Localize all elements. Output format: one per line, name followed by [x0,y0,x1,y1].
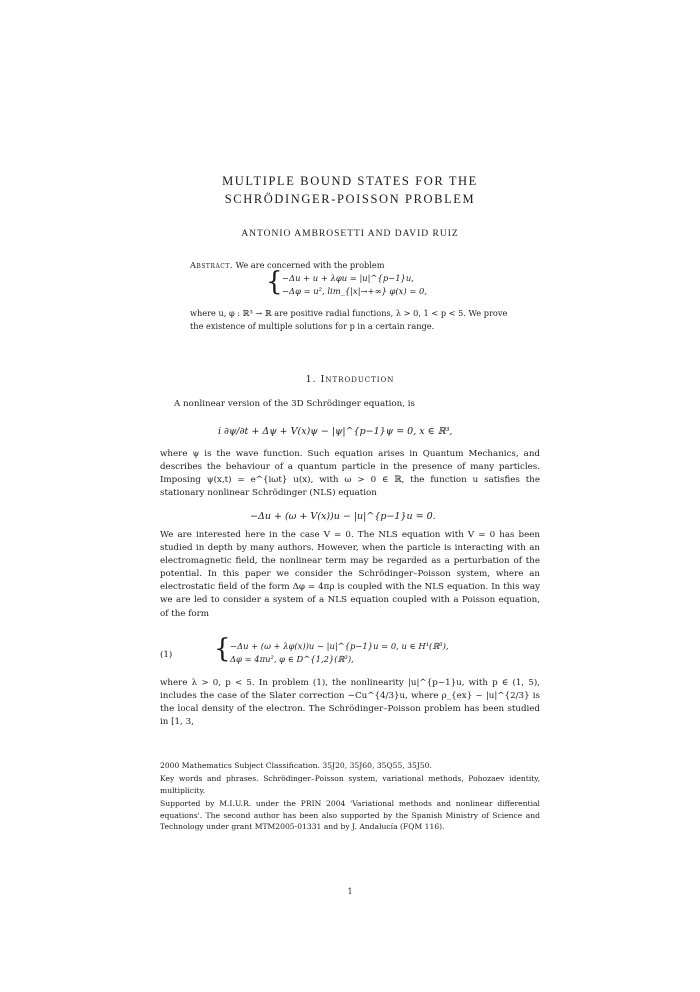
equation-nls-stationary: −Δu + (ω + V(x))u − |u|^{p−1}u = 0. [250,511,436,522]
abstract-intro [190,259,520,272]
intro-paragraph-2: where ψ is the wave function. Such equation arises in Quantum Mechanics, and describes the behaviour of a quantum particle in the presence of many particles. Imposing ψ(x,t) = e^{iωt} u(x), with ω > 0 ∈ ℝ, the function u satisfies the stationary nonlinear Schrödinger (NLS) equation [160,449,540,499]
abstract-text-1: We are concerned with the problem [235,260,385,270]
system-1-line-1: −Δu + (ω + λφ(x))u − |u|^{p−1}u = 0, u ∈ H¹(ℝ³), [230,641,449,651]
intro-paragraph-3: We are interested here in the case V = 0. The NLS equation with V = 0 has been studied in depth by many authors. However, when the particle is interacting with an electromagnetic field, the nonlinear term may be regarded as a perturbation of the potential. In this paper we consider the Schrödinger–Poisson system, where an electrostatic field of the form Δφ = 4πρ is coupled with the NLS equation. In this way we are led to consider a system of a NLS equation coupled with a Poisson equation, of the form [160,530,540,619]
abstract-system-brace: { [266,267,283,297]
equation-nls-time: i ∂ψ/∂t + Δψ + V(x)ψ − |ψ|^{p−1}ψ = 0, x ∈ ℝ³, [218,426,453,437]
abstract-label: Abstract. [190,260,233,270]
footnote-support: Supported by M.I.U.R. under the PRIN 2004 'Variational methods and nonlinear differential equations'. The second author has been also supported by the Spanish Ministry of Science and Technology under grant MTM2005-01331 and by J. Andalucía (FQM 116). [160,799,540,831]
section-heading-introduction: 1. Introduction [305,374,395,385]
equation-number-1: (1) [160,650,173,660]
intro-paragraph-1: A nonlinear version of the 3D Schrödinger equation, is [174,399,415,409]
abstract-system-line-2: −Δφ = u², lim_{|x|→+∞} φ(x) = 0, [282,286,427,296]
intro-paragraph-4: where λ > 0, p < 5. In problem (1), the nonlinearity |u|^{p−1}u, with p ∈ (1, 5), includes the case of the Slater correction −Cu^{4/3}u, where ρ_{ex} ~ |u|^{2/3} is the local density of the electron. The Schrödinger–Poisson problem has been studied in [1, 3, [160,678,540,728]
paper-title-line-1: MULTIPLE BOUND STATES FOR THE [222,174,478,188]
paper-authors: ANTONIO AMBROSETTI AND DAVID RUIZ [241,229,459,239]
system-1-line-2: Δφ = 4πu², φ ∈ D^{1,2}(ℝ³), [230,654,354,664]
abstract-system-line-1: −Δu + u + λφu = |u|^{p−1}u, [282,273,414,283]
paper-title-line-2: SCHRÖDINGER-POISSON PROBLEM [224,192,476,206]
abstract-text-2: where u, φ : ℝ³ → ℝ are positive radial functions, λ > 0, 1 < p < 5. We prove the existence of multiple solutions for p in a certain range. [190,308,508,331]
system-1-brace: { [214,634,231,664]
footnote-msc: 2000 Mathematics Subject Classification. 35J20, 35J60, 35Q55, 35J50. [160,761,432,770]
page-number: 1 [347,887,353,896]
footnote-keywords: Key words and phrases. Schrödinger–Poisson system, variational methods, Pohozaev identity, multiplicity. [160,774,540,795]
